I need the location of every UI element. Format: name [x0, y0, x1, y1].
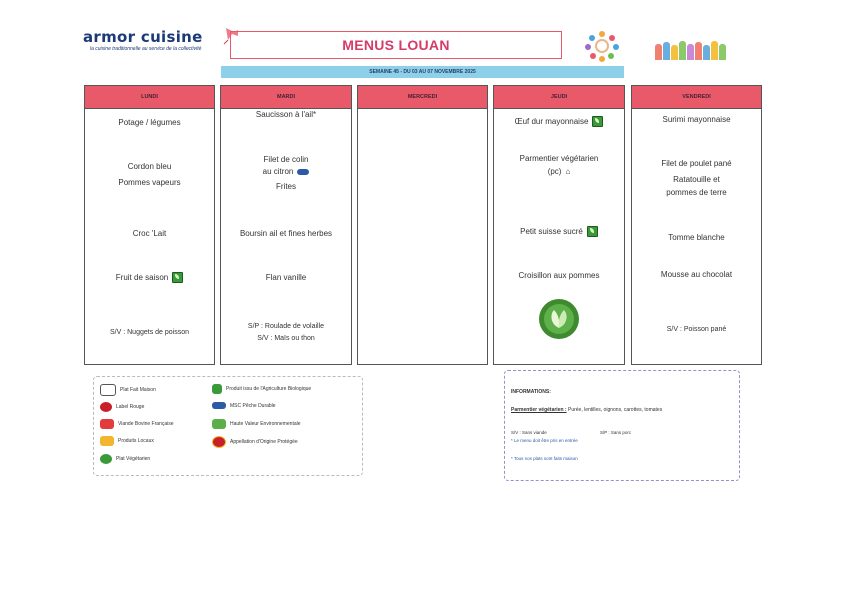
day-header: MARDI: [221, 86, 351, 109]
page-title: MENUS LOUAN: [342, 37, 450, 53]
legend-item: [100, 419, 174, 429]
menu-item: Saucisson à l'ail*: [255, 110, 317, 119]
menu-item: [494, 166, 624, 178]
legend-item: [212, 419, 301, 429]
chef-hat-icon: ⌂: [565, 167, 571, 176]
menu-item: [494, 226, 624, 238]
menu-item: Flan vanille: [265, 273, 307, 282]
organic-ab-icon: [212, 384, 222, 394]
day-header: MERCREDI: [358, 86, 487, 109]
day-header: LUNDI: [85, 86, 214, 109]
brand-tagline: la cuisine traditionnelle au service de la collectivité: [90, 46, 202, 52]
menu-item: Tomme blanche: [668, 233, 725, 242]
legend-label: MSC Pêche Durable: [230, 402, 276, 409]
organic-ab-icon: [172, 272, 183, 283]
legend-label: Label Rouge: [116, 404, 145, 410]
legend-label: Produit issu de l'Agriculture Biologique: [226, 386, 312, 392]
info-sv: S/V : Sans viande: [511, 430, 547, 435]
info-line: * Le menu doit être pris en entrée: [511, 438, 578, 443]
menu-item: [85, 272, 214, 284]
info-parmentier-text: Purée, lentilles, oignons, carottes, tomates: [567, 407, 663, 413]
day-header: JEUDI: [494, 86, 624, 109]
menu-item-label: Fruit de saison: [115, 273, 169, 282]
menu-item: Parmentier végétarien: [519, 154, 599, 163]
menu-item-label: (pc): [547, 167, 562, 176]
menu-item: S/P : Roulade de volaille: [247, 323, 325, 330]
legend-item: [100, 436, 154, 446]
week-banner: SEMAINE 45 - DU 03 AU 07 NOVEMBRE 2025: [221, 66, 624, 78]
menu-item: Boursin ail et fines herbes: [239, 229, 333, 238]
day-column-mercredi: [357, 85, 488, 365]
legend-box: [93, 376, 363, 476]
menu-item: Pommes vapeurs: [118, 178, 181, 187]
day-header: VENDREDI: [632, 86, 761, 109]
menu-item: Frites: [276, 182, 296, 191]
brand-logo: armor cuisine: [83, 28, 203, 46]
vegetarian-leaf-icon: [100, 454, 112, 464]
menu-item: [221, 166, 351, 178]
menu-item: Ratatouille et: [673, 175, 720, 184]
msc-fish-icon: [212, 402, 226, 409]
info-sp: S/P : Sans porc: [600, 430, 632, 435]
info-parmentier: [511, 406, 733, 414]
legend-item: [100, 402, 144, 412]
day-column-vendredi: [631, 85, 762, 365]
legend-item: [100, 454, 150, 464]
menu-item: Croc 'Lait: [132, 229, 167, 238]
info-parmentier-label: Parmentier végétarien :: [511, 407, 567, 413]
menu-item: S/V : Nuggets de poisson: [110, 329, 189, 336]
hve-icon: [212, 419, 226, 429]
legend-item: [212, 436, 298, 448]
vegetarian-badge-icon: [538, 298, 580, 340]
menu-item: [494, 116, 624, 128]
menu-item: Mousse au chocolat: [660, 270, 733, 279]
info-heading: INFORMATIONS:: [511, 389, 551, 395]
menu-item-label: Œuf dur mayonnaise: [514, 117, 589, 126]
menu-item: S/V : Maïs ou thon: [257, 335, 315, 342]
info-box: [504, 370, 740, 481]
organic-ab-icon: [587, 226, 598, 237]
menu-item-label: au citron: [262, 167, 294, 176]
label-rouge-icon: [100, 402, 112, 412]
organic-ab-icon: [592, 116, 603, 127]
vbf-icon: [100, 419, 114, 429]
children-crowd-icon: [655, 36, 729, 60]
menu-item: Cordon bleu: [127, 162, 172, 171]
aop-icon: [212, 436, 226, 448]
legend-label: Produits Locaux: [118, 438, 154, 444]
legend-item: [212, 402, 276, 409]
day-column-lundi: [84, 85, 215, 365]
menu-item: Potage / légumes: [118, 118, 181, 127]
local-products-icon: [100, 436, 114, 446]
legend-item: [212, 384, 311, 394]
day-column-mardi: [220, 85, 352, 365]
menu-item: pommes de terre: [666, 188, 727, 197]
menu-item: Filet de colin: [263, 155, 309, 164]
menu-item-label: Petit suisse sucré: [520, 227, 583, 236]
chef-hat-icon: [100, 384, 116, 396]
menu-item: Filet de poulet pané: [661, 159, 732, 168]
legend-label: Viande Bovine Française: [118, 421, 174, 427]
legend-label: Plat Végétarien: [116, 456, 151, 462]
msc-fish-icon: [297, 169, 309, 175]
day-column-jeudi: [493, 85, 625, 365]
legend-label: Appellation d'Origine Protégée: [230, 439, 298, 445]
legend-label: Haute Valeur Environnementale: [230, 421, 301, 427]
info-line: * Tous nos plats sont faits maison: [511, 456, 578, 461]
children-circle-icon: [584, 30, 620, 62]
legend-label: Plat Fait Maison: [120, 387, 156, 393]
menu-item: Croisillon aux pommes: [518, 271, 600, 280]
menu-item: Surimi mayonnaise: [662, 115, 731, 124]
menu-title-box: [230, 31, 562, 59]
legend-item: [100, 384, 156, 396]
menu-item: S/V : Poisson pané: [666, 326, 727, 333]
